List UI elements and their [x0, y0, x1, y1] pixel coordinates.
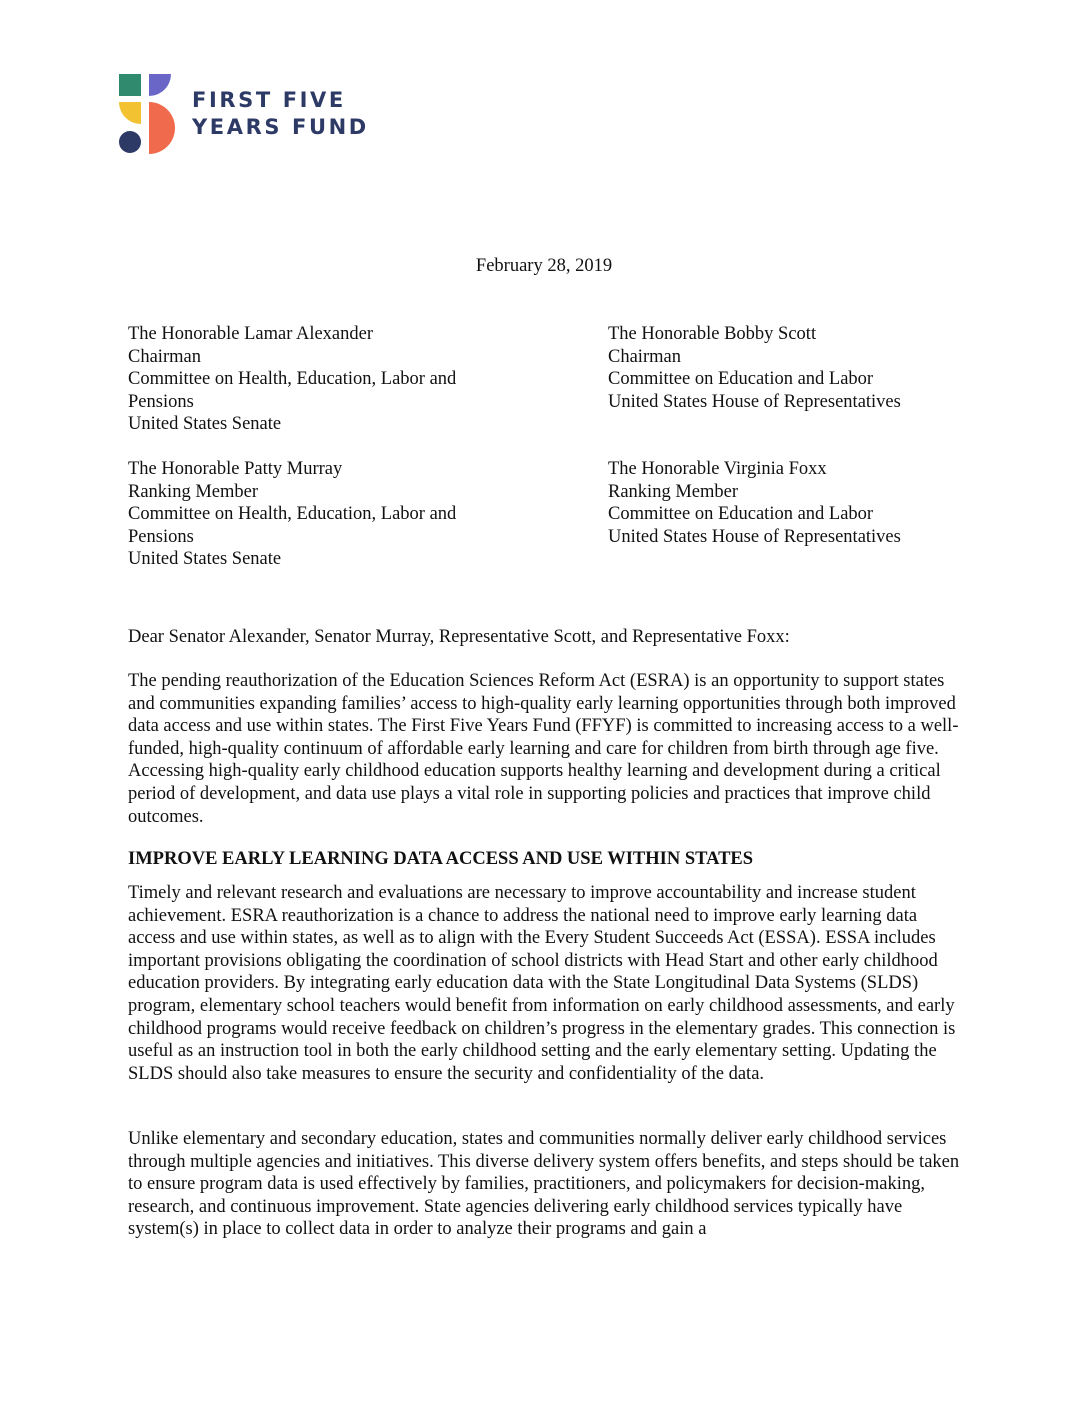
logo-line-2: YEARS FUND: [192, 115, 369, 139]
paragraph-text: The pending reauthorization of the Education Sciences Reform Act (ESRA) is an opportunity to support states and communities expanding families’ access to high-quality early learning opportunities through both improved data access and use within states. The First Five Years Fund (FFYF) is committed to increasing access to a well-funded, high-quality continuum of affordable early learning and care for children from birth through age five. Accessing high-quality early childhood education supports healthy learning and development during a critical period of development, and data use plays a vital role in supporting policies and practices that improve child outcomes.: [128, 671, 959, 827]
address-line: United States Senate: [128, 549, 282, 570]
salutation: Dear Senator Alexander, Senator Murray, Representative Scott, and Representative Foxx:: [128, 627, 790, 647]
logo-line-1: FIRST FIVE: [192, 88, 346, 112]
address-line: The Honorable Lamar Alexander: [128, 324, 374, 344]
recipient-address-block: [128, 458, 456, 571]
address-line: Ranking Member: [608, 481, 738, 502]
body-paragraph: [128, 882, 968, 1085]
address-line: Pensions: [128, 526, 194, 547]
body-paragraph: [128, 670, 968, 828]
body-paragraph: [128, 1128, 968, 1241]
address-line: Ranking Member: [128, 481, 258, 502]
address-line: The Honorable Bobby Scott: [608, 324, 817, 344]
recipient-address-block: [128, 323, 456, 436]
recipient-address-block: [608, 323, 901, 413]
logo-mark-icon: [119, 74, 175, 154]
recipient-address-block: [608, 458, 901, 548]
address-line: United States House of Representatives: [608, 391, 901, 412]
address-line: Pensions: [128, 391, 194, 412]
logo-wordmark: [192, 87, 369, 141]
address-line: United States House of Representatives: [608, 526, 901, 547]
paragraph-text: Unlike elementary and secondary education, states and communities normally deliver early childhood services through multiple agencies and initiatives. This diverse delivery system offers benefits, and steps should be taken to ensure program data is used effectively by families, practitioners, and policymakers for decision-making, research, and continuous improvement. State agencies delivering early childhood services typically have system(s) in place to collect data in order to analyze their programs and gain a: [128, 1129, 960, 1240]
letter-date: February 28, 2019: [475, 256, 613, 276]
address-line: Chairman: [128, 346, 201, 367]
address-line: Committee on Health, Education, Labor and: [128, 369, 457, 390]
address-line: The Honorable Patty Murray: [128, 459, 343, 479]
address-line: Committee on Education and Labor: [608, 369, 874, 390]
first-five-years-fund-logo: [119, 74, 389, 156]
address-line: The Honorable Virginia Foxx: [608, 459, 827, 479]
section-heading: IMPROVE EARLY LEARNING DATA ACCESS AND USE WITHIN STATES: [128, 849, 754, 869]
address-line: Committee on Education and Labor: [608, 504, 874, 525]
address-line: United States Senate: [128, 414, 282, 435]
address-line: Committee on Health, Education, Labor and: [128, 504, 457, 525]
paragraph-text: Timely and relevant research and evaluations are necessary to improve accountability and increase student achievement. ESRA reauthorization is a chance to address the national need to improve early learning data access and use within states, as well as to align with the Every Student Succeeds Act (ESSA). ESSA includes important provisions obligating the coordination of school districts with Head Start and other early childhood education providers. By integrating early education data with the State Longitudinal Data Systems (SLDS) program, elementary school teachers would benefit from information on early childhood assessments, and early childhood programs would receive feedback on children’s progress in the elementary grades. This connection is useful as an instruction tool in both the early childhood setting and the early elementary setting. Updating the SLDS should also take measures to ensure the security and confidentiality of the data.: [128, 883, 956, 1084]
address-line: Chairman: [608, 346, 681, 367]
